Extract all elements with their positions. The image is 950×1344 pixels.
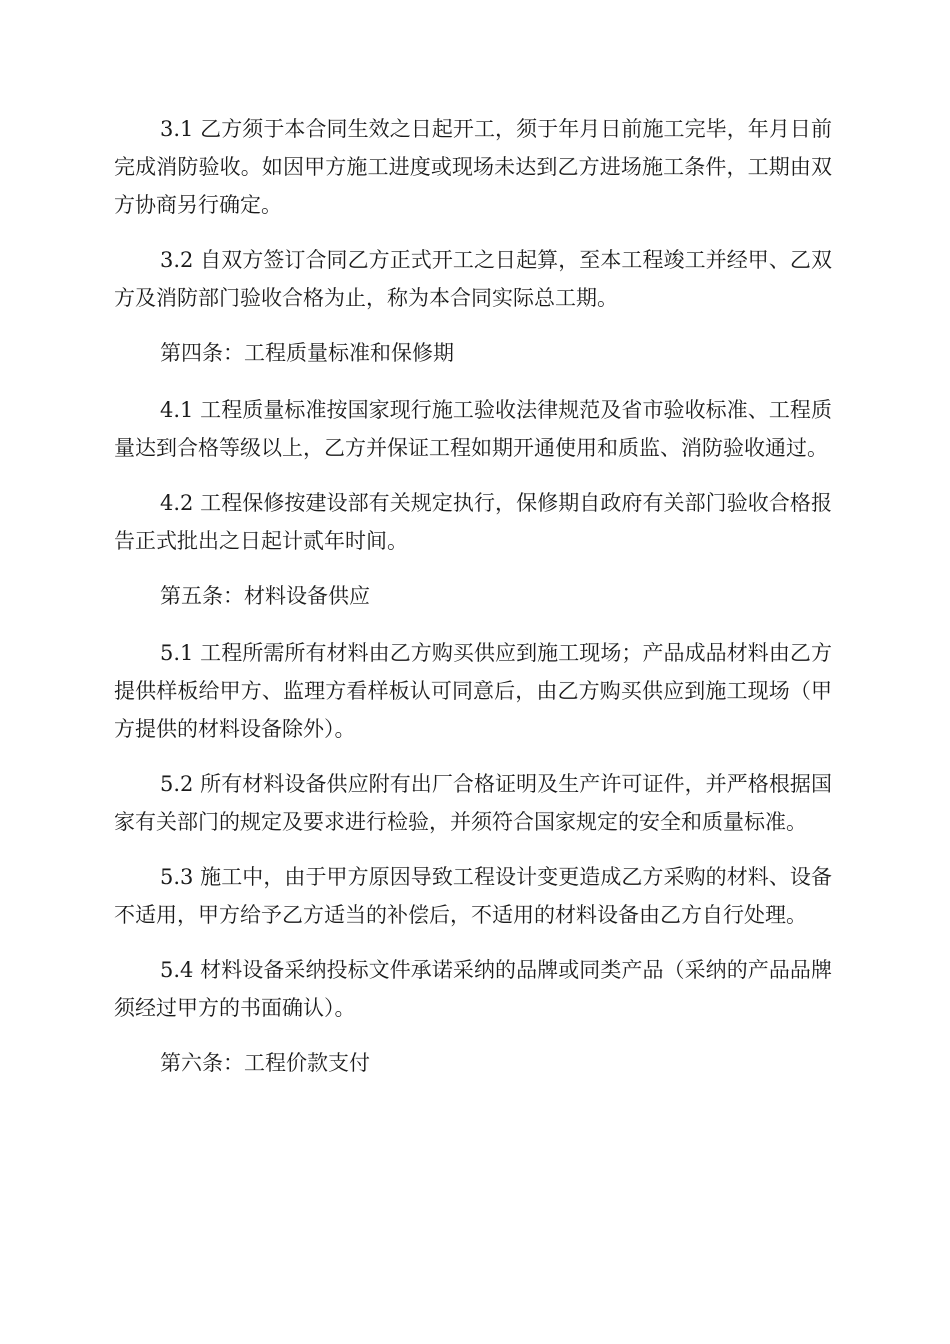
article-5-heading: 第五条：材料设备供应 bbox=[160, 584, 370, 608]
clause-5-4: 5.4 材料设备采纳投标文件承诺采纳的品牌或同类产品（采纳的产品品牌须经过甲方的书面确认）。 bbox=[114, 958, 832, 1020]
article-4-heading: 第四条：工程质量标准和保修期 bbox=[160, 341, 454, 365]
clause-5-1: 5.1 工程所需所有材料由乙方购买供应到施工现场；产品成品材料由乙方提供样板给甲方、监理方看样板认可同意后，由乙方购买供应到施工现场（甲方提供的材料设备除外）。 bbox=[114, 641, 832, 741]
document-body bbox=[114, 110, 832, 1101]
clause-5-3: 5.3 施工中，由于甲方原因导致工程设计变更造成乙方采购的材料、设备不适用，甲方给予乙方适当的补偿后，不适用的材料设备由乙方自行处理。 bbox=[114, 865, 832, 927]
clause-3-2: 3.2 自双方签订合同乙方正式开工之日起算，至本工程竣工并经甲、乙双方及消防部门验收合格为止，称为本合同实际总工期。 bbox=[114, 248, 832, 310]
clause-5-2: 5.2 所有材料设备供应附有出厂合格证明及生产许可证件，并严格根据国家有关部门的规定及要求进行检验，并须符合国家规定的安全和质量标准。 bbox=[114, 772, 832, 834]
clause-4-2: 4.2 工程保修按建设部有关规定执行，保修期自政府有关部门验收合格报告正式批出之日起计贰年时间。 bbox=[114, 491, 832, 553]
clause-3-1: 3.1 乙方须于本合同生效之日起开工，须于年月日前施工完毕，年月日前完成消防验收。如因甲方施工进度或现场未达到乙方进场施工条件，工期由双方协商另行确定。 bbox=[114, 117, 832, 217]
clause-4-1: 4.1 工程质量标准按国家现行施工验收法律规范及省市验收标准、工程质量达到合格等级以上，乙方并保证工程如期开通使用和质监、消防验收通过。 bbox=[114, 398, 832, 460]
article-6-heading: 第六条：工程价款支付 bbox=[160, 1051, 370, 1075]
